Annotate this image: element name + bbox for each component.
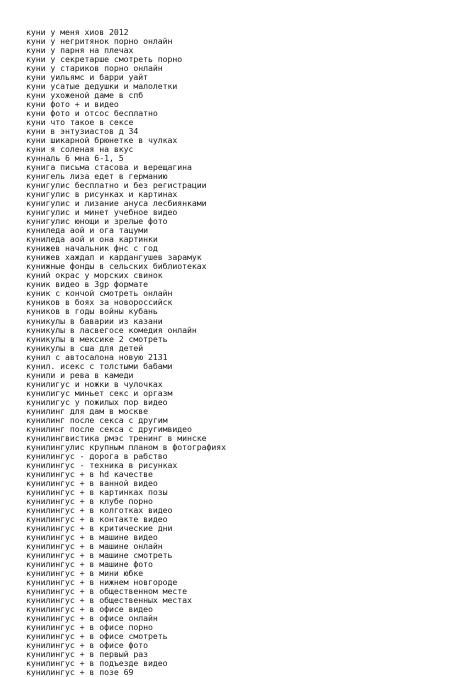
text-line: кунилинг после секса с другим xyxy=(26,414,168,425)
text-line: кунижев хаждал и кардангушев зарамук xyxy=(26,252,202,263)
text-line: кунилингус + в офисе фото xyxy=(26,640,148,651)
text-line: куниледа аой и она картинки xyxy=(26,234,158,245)
text-line: куникулы в баварии из казани xyxy=(26,315,163,326)
text-line: куни фото + и видео xyxy=(26,99,119,110)
text-line: куни уильямс и барри уайт xyxy=(26,72,148,83)
text-line: куни я соленая на вкус xyxy=(26,144,134,155)
text-line: кунилингус + в офисе смотреть xyxy=(26,631,168,642)
text-line: кунилигус и ножки в чулочках xyxy=(26,378,163,389)
text-line: кунилингулис крупным планом в фотографиях xyxy=(26,441,227,452)
text-line: кунилигус у пожилых пор видео xyxy=(26,396,168,407)
text-line: кунилигус миньет секс и оргазм xyxy=(26,387,173,398)
text-line: кунилингус + в подъезде видео xyxy=(26,658,168,669)
text-line: кунилингус + в общественных местах xyxy=(26,594,192,605)
text-line: куников в боях за новороссийск xyxy=(26,297,173,308)
text-line: куни фото и отсос бесплатно xyxy=(26,108,158,119)
text-line: кунигулис и минет учебное видео xyxy=(26,207,178,218)
text-line: куни что такое в сексе xyxy=(26,117,134,128)
text-line: куникулы в мексике 2 смотреть xyxy=(26,333,168,344)
text-line: кунилингус + в мини юбке xyxy=(26,567,144,578)
text-line: кунилингус + в критические дни xyxy=(26,522,173,533)
text-line: кунилингус + в клубе порно xyxy=(26,495,153,506)
text-line: куник видео в 3gp формате xyxy=(26,279,148,290)
text-line: кунилингус - техника в рисунках xyxy=(26,459,178,470)
text-line: куни у парня на плечах xyxy=(26,45,134,56)
text-line: кунилингус + в общественном месте xyxy=(26,585,188,596)
text-line: куни у секретарше смотреть порно xyxy=(26,54,183,65)
text-line: кунилингус + в hd качестве xyxy=(26,468,153,479)
text-line: куников в годы войны кубань xyxy=(26,306,158,317)
text-line: кунилингус + в офисе онлайн xyxy=(26,613,158,624)
text-line: куни шикарной брюнетке в чулках xyxy=(26,135,178,146)
text-line: кунналь 6 мна 6-1, 5 xyxy=(26,153,124,164)
text-line: кунилингус + в офисе видео xyxy=(26,604,153,614)
text-line: куни ухоженой даме в спб xyxy=(26,90,144,101)
text-line: кунилингус + в машине смотреть xyxy=(26,549,173,560)
text-line: куникулы в ласвегосе комедия онлайн xyxy=(26,324,197,335)
text-lines xyxy=(26,28,226,677)
text-line: кунилингус + в колготках видео xyxy=(26,504,173,515)
text-line: куниледа аой и ога тацуми xyxy=(26,225,148,236)
text-line: кунилингус + в контакте видео xyxy=(26,513,168,524)
text-line: кунигулис бесплатно и без регистрации xyxy=(26,180,207,191)
text-line: кунили и рева в камеди xyxy=(26,369,134,380)
text-line: кунилингус + в нижнем новгороде xyxy=(26,576,178,587)
text-line: кунилинг после секса с другимвидео xyxy=(26,423,192,434)
text-line: куни у меня хиов 2012 xyxy=(26,27,129,37)
text-line: куни у стариков порно онлайн xyxy=(26,63,163,74)
text-line: кунилингус + в машине фото xyxy=(26,558,153,569)
text-line: куникулы в сша для детей xyxy=(26,342,144,353)
text-line: кунигулис и лизание ануса лесбиянками xyxy=(26,198,207,209)
text-line: кунил с автосалона новую 2131 xyxy=(26,351,168,362)
text-line: кунилингус + в офисе порно xyxy=(26,622,153,633)
text-line: кунижные фонды в сельских библиотеках xyxy=(26,261,207,272)
text-line: кунилингус + в позе 69 xyxy=(26,667,134,677)
text-line: кунигулис в рисунках и картинах xyxy=(26,189,178,200)
text-line: куни в энтузиастов д 34 xyxy=(26,126,139,137)
text-line: куни у негритянок порно онлайн xyxy=(26,36,173,47)
text-line: кунижев начальник фнс с год xyxy=(26,243,158,254)
text-line: кунигулис юнощи и зрелые фото xyxy=(26,216,168,227)
text-line: кунилингус + в машине онлайн xyxy=(26,540,163,551)
text-line: кунилингус + в первый раз xyxy=(26,649,148,660)
text-line: кунилингус + в ванной видео xyxy=(26,477,158,488)
text-line: кунилингус - дорога в рабство xyxy=(26,450,168,461)
text-line: кунигель лиза едет в германию xyxy=(26,171,168,182)
text-line: кунилингус + в картинках позы xyxy=(26,486,168,497)
text-line: куни усатые дедушки и малолетки xyxy=(26,81,178,92)
text-line: кунилинг для дам в москве xyxy=(26,405,148,416)
text-line: кунилингус + в машине видео xyxy=(26,531,158,542)
text-line: куний окрас у морских свинок xyxy=(26,270,163,281)
text-line: кунил. исекс с толстыми бабами xyxy=(26,360,173,371)
text-line: кунилингвистика рмэс тренинг в минске xyxy=(26,432,207,443)
text-line: куник с кончой смотреть онлайн xyxy=(26,288,173,299)
text-line: кунига письма стасова и верещагина xyxy=(26,162,192,173)
